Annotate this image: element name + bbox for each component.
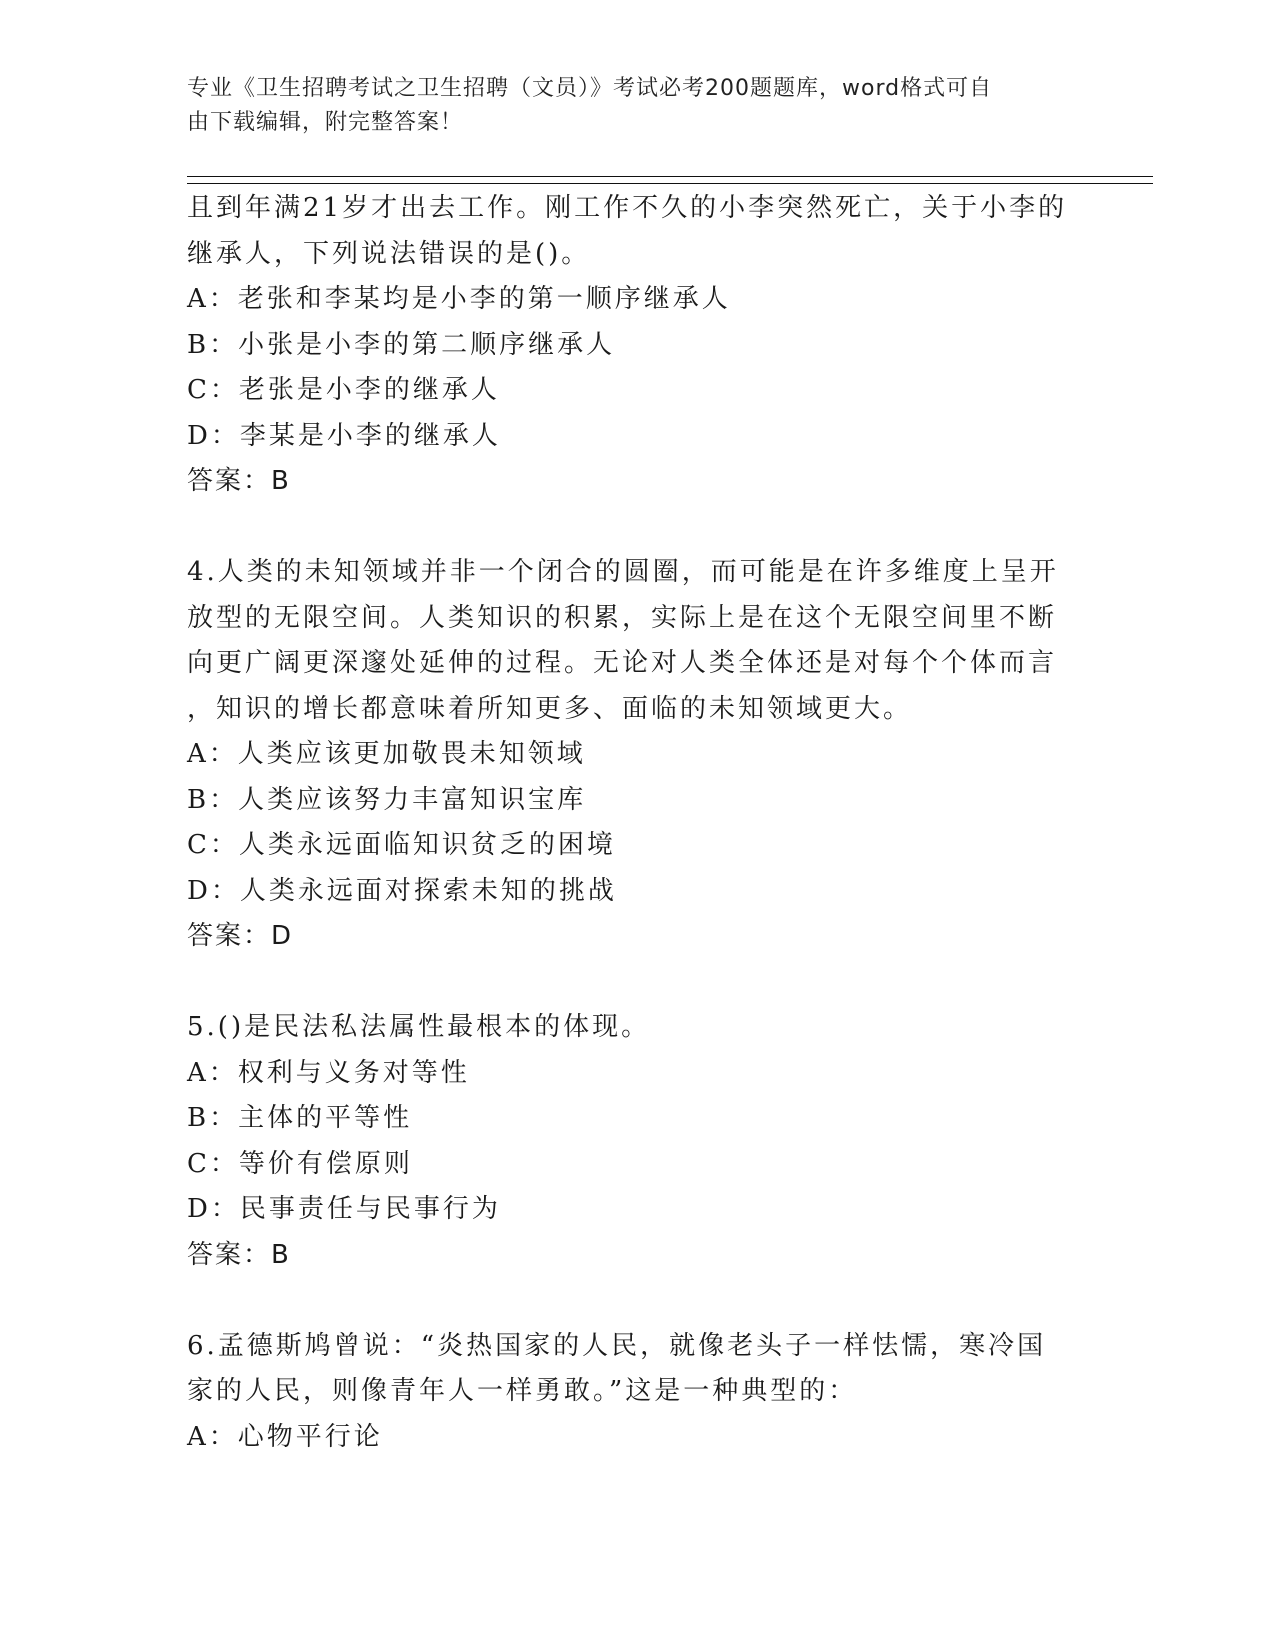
header-rule-bottom: [187, 183, 1153, 184]
question-stem-line: 家的人民，则像青年人一样勇敢。”这是一种典型的：: [187, 1376, 858, 1406]
option-c: C：人类永远面临知识贫乏的困境: [187, 830, 616, 860]
answer-line: 答案：D: [187, 921, 294, 951]
option-a: A：老张和李某均是小李的第一顺序继承人: [187, 284, 731, 314]
question-stem-line: 且到年满21岁才出去工作。刚工作不久的小李突然死亡，关于小李的: [187, 193, 1068, 223]
question-stem-line: 放型的无限空间。人类知识的积累，实际上是在这个无限空间里不断: [187, 602, 1058, 633]
header-rule-top: [187, 176, 1153, 177]
question-3: [187, 186, 1087, 505]
document-body: [187, 186, 1087, 1460]
question-stem-line: ，知识的增长都意味着所知更多、面临的未知领域更大。: [187, 693, 913, 724]
question-stem-line: 向更广阔更深邃处延伸的过程。无论对人类全体还是对每个个体而言: [187, 648, 1058, 678]
question-stem-line: 4.人类的未知领域并非一个闭合的圆圈，而可能是在许多维度上呈开: [187, 557, 1059, 587]
option-d: D：李某是小李的继承人: [187, 420, 501, 451]
option-b: B：人类应该努力丰富知识宝库: [187, 784, 587, 815]
option-a: A：权利与义务对等性: [187, 1057, 470, 1088]
option-d: D：民事责任与民事行为: [187, 1194, 501, 1224]
question-stem-line: 继承人，下列说法错误的是()。: [187, 238, 591, 269]
option-a: A：人类应该更加敬畏未知领域: [187, 739, 586, 769]
option-c: C：等价有偿原则: [187, 1148, 413, 1179]
question-4: [187, 550, 1087, 960]
option-d: D：人类永远面对探索未知的挑战: [187, 875, 617, 906]
spacer: [187, 960, 1087, 1006]
spacer: [187, 1278, 1087, 1324]
spacer: [187, 505, 1087, 551]
header-line-1: 专业《卫生招聘考试之卫生招聘（文员）》考试必考200题题库，word格式可自: [187, 76, 993, 101]
question-stem-line: 5.()是民法私法属性最根本的体现。: [187, 1012, 651, 1042]
question-5: [187, 1005, 1087, 1278]
answer-line: 答案：B: [187, 466, 291, 496]
option-c: C：老张是小李的继承人: [187, 375, 500, 405]
answer-line: 答案：B: [187, 1239, 291, 1270]
option-a: A：心物平行论: [187, 1421, 383, 1452]
header-line-2: 由下载编辑，附完整答案！: [187, 110, 464, 135]
option-b: B：小张是小李的第二顺序继承人: [187, 329, 616, 360]
question-stem-line: 6.孟德斯鸠曾说：“炎热国家的人民，就像老头子一样怯懦，寒冷国: [187, 1330, 1047, 1361]
question-6: [187, 1324, 1087, 1461]
option-b: B：主体的平等性: [187, 1103, 413, 1133]
document-header: [187, 72, 1067, 140]
